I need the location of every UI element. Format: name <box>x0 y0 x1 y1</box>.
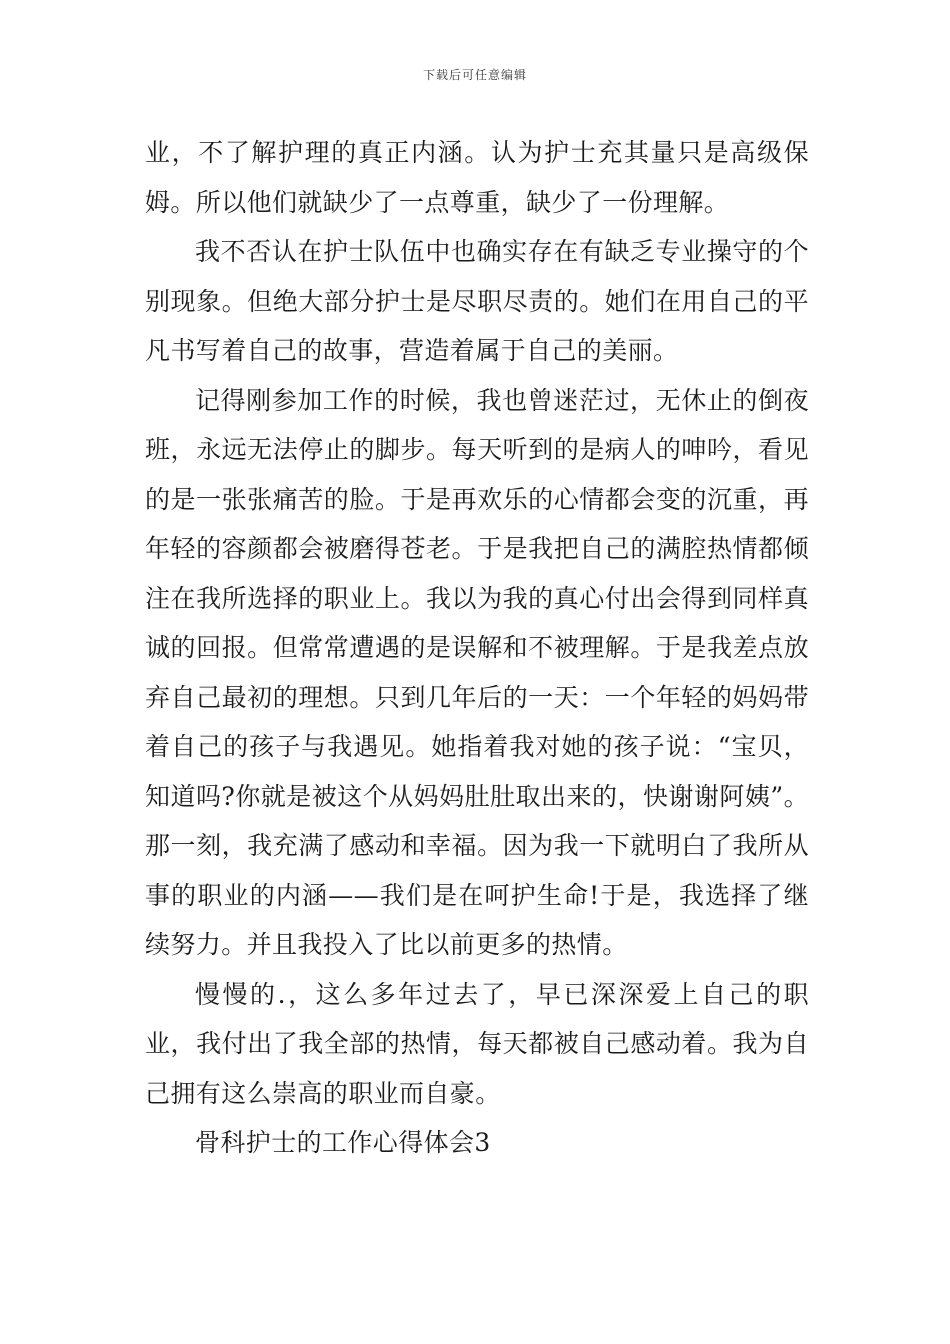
paragraph-continuation: 业，不了解护理的真正内涵。认为护士充其量只是高级保姆。所以他们就缺少了一点尊重，缺少了一份理解。 <box>145 138 809 217</box>
document-body <box>145 128 809 1168</box>
paragraph: 我不否认在护士队伍中也确实存在有缺乏专业操守的个别现象。但绝大部分护士是尽职尽责的。她们在用自己的平凡书写着自己的故事，营造着属于自己的美丽。 <box>145 237 809 365</box>
paragraph: 记得刚参加工作的时候，我也曾迷茫过，无休止的倒夜班，永远无法停止的脚步。每天听到的是病人的呻吟，看见的是一张张痛苦的脸。于是再欢乐的心情都会变的沉重，再年轻的容颜都会被磨得苍老。于是我把自己的满腔热情都倾注在我所选择的职业上。我以为我的真心付出会得到同样真诚的回报。但常常遭遇的是误解和不被理解。于是我差点放弃自己最初的理想。只到几年后的一天：一个年轻的妈妈带着自己的孩子与我遇见。她指着我对她的孩子说：“宝贝，知道吗?你就是被这个从妈妈肚肚取出来的，快谢谢阿姨”。那一刻，我充满了感动和幸福。因为我一下就明白了我所从事的职业的内涵——我们是在呵护生命!于是，我选择了继续努力。并且我投入了比以前更多的热情。 <box>145 385 809 959</box>
paragraph: 慢慢的.，这么多年过去了，早已深深爱上自己的职业，我付出了我全部的热情，每天都被自己感动着。我为自己拥有这么崇高的职业而自豪。 <box>145 979 809 1108</box>
header-note: 下载后可任意编辑 <box>422 68 527 82</box>
section-heading: 骨科护士的工作心得体会3 <box>195 1128 491 1157</box>
